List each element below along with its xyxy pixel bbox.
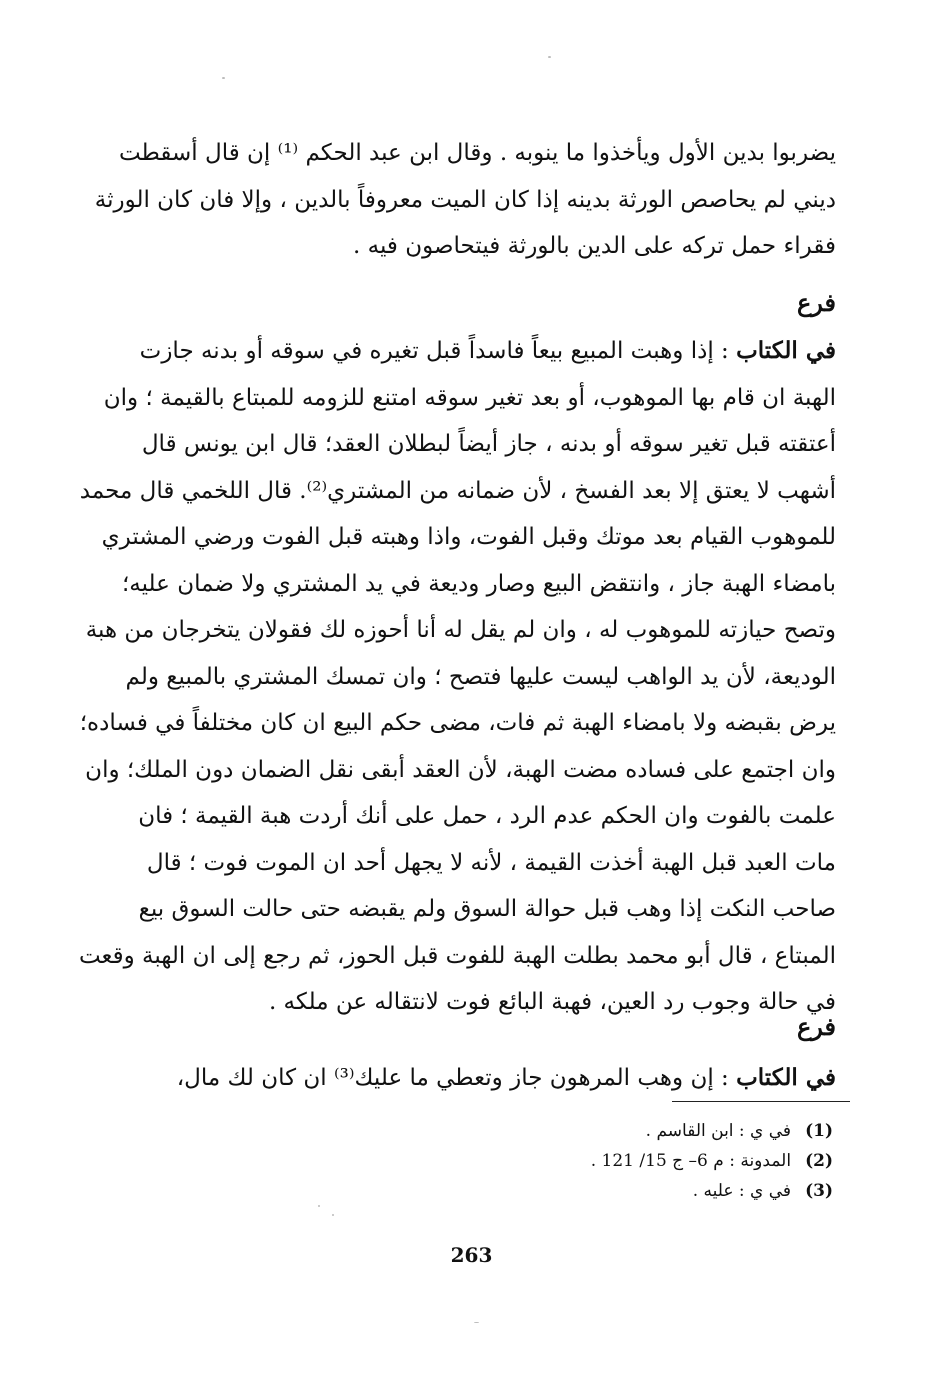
paragraph-1-line: ديني لم يحاصص الورثة بدينه إذا كان الميت معروفاً بالدين ، وإلا فان كان الورثة	[94, 186, 836, 213]
paragraph-1-line: فقراء حمل تركه على الدين بالورثة فيتحاصون فيه .	[353, 233, 836, 259]
paragraph-3-line-text: : إن وهب المرهون جاز وتعطي ما عليك⁽³⁾ ان كان لك مال،	[176, 1065, 737, 1091]
footnote-number: (2)	[805, 1151, 833, 1171]
scan-speck	[222, 77, 225, 79]
paragraph-2-line: بامضاء الهبة جاز ، وانتقض البيع وصار وديعة في يد المشتري ولا ضمان عليه؛	[121, 570, 836, 597]
section-heading-2: فرع	[796, 1012, 836, 1041]
footnote-text: في ي : عليه .	[692, 1181, 792, 1201]
paragraph-2-lead: في الكتاب	[736, 337, 836, 364]
paragraph-2-line: وان اجتمع على فساده مضت الهبة، لأن العقد أبقى نقل الضمان دون الملك؛ وان	[85, 756, 836, 783]
paragraph-2-line: وتصح حيازته للموهوب له ، وان لم يقل له أنا أحوزه لك فقولان يتخرجان من هبة	[85, 617, 836, 643]
paragraph-3-line	[176, 1055, 836, 1102]
footnote-item	[313, 1116, 833, 1146]
paragraph-2-line: أشهب لا يعتق إلا بعد الفسخ ، لأن ضمانه من المشتري⁽²⁾. قال اللخمي قال محمد	[79, 477, 836, 504]
section-heading-1: فرع	[796, 288, 836, 317]
page-number: 263	[450, 1243, 493, 1267]
paragraph-2-line: للموهوب القيام بعد موتك وقبل الفوت، واذا وهبته قبل الفوت ورضي المشتري	[101, 524, 836, 550]
footnote-item	[313, 1146, 833, 1176]
paragraph-2-line: مات العبد قبل الهبة أخذت القيمة ، لأنه لا يجهل أحد ان الموت فوت ؛ قال	[146, 849, 836, 876]
paragraph-2-line: الوديعة، لأن يد الواهب ليست عليها فتصح ؛ وان تمسك المشتري بالمبيع ولم	[125, 663, 836, 690]
paragraph-2-first-line	[139, 328, 836, 375]
paragraph-2-line: في حالة وجوب رد العين، فهبة البائع فوت لانتقاله عن ملكه .	[268, 989, 836, 1015]
paragraph-2-line: صاحب النكت إذا وهب قبل حوالة السوق ولم يقبضه حتى حالت السوق بيع	[138, 896, 836, 922]
footnote-item	[313, 1176, 833, 1206]
scan-speck	[548, 56, 551, 58]
scan-speck	[332, 1214, 334, 1216]
paragraph-1-line: يضربوا بدين الأول ويأخذوا ما ينوبه . وقال ابن عبد الحكم ⁽¹⁾ إن قال أسقطت	[118, 140, 836, 166]
footnote-number: (1)	[805, 1121, 833, 1141]
footnotes	[313, 1116, 833, 1206]
paragraph-2-line: يرض بقبضه ولا بامضاء الهبة ثم فات، مضى حكم البيع ان كان مختلفاً في فساده؛	[79, 710, 836, 736]
paragraph-3	[176, 1055, 836, 1102]
paragraph-1	[94, 130, 836, 270]
paragraph-2	[78, 328, 836, 1026]
footnote-text: في ي : ابن القاسم .	[645, 1121, 792, 1141]
paragraph-2-line: المبتاع ، قال أبو محمد بطلت الهبة للفوت قبل الحوز، ثم رجع إلى ان الهبة وقعت	[78, 942, 836, 969]
footnote-number: (3)	[805, 1181, 833, 1201]
paragraph-2-line: أعتقته قبل تغير سوقه أو بدنه ، جاز أيضاً لبطلان العقد؛ قال ابن يونس قال	[141, 431, 836, 457]
paragraph-2-line: علمت بالفوت وان الحكم عدم الرد ، حمل على أنك أردت هبة القيمة ؛ فان	[138, 803, 836, 829]
paragraph-2-line: الهبة ان قام بها الموهوب، أو بعد تغير سوقه امتنع للزومه للمبتاع بالقيمة ؛ وان	[103, 384, 836, 411]
footnote-text: المدونة : م 6– ج 15/ 121 .	[590, 1151, 792, 1171]
scan-speck	[318, 1205, 320, 1207]
paragraph-3-lead: في الكتاب	[736, 1064, 836, 1091]
footnote-divider	[672, 1101, 850, 1102]
scan-speck	[474, 1322, 479, 1323]
paragraph-2-line-text: : إذا وهبت المبيع بيعاً فاسداً قبل تغيره في سوقه أو بدنه جازت	[139, 338, 737, 364]
